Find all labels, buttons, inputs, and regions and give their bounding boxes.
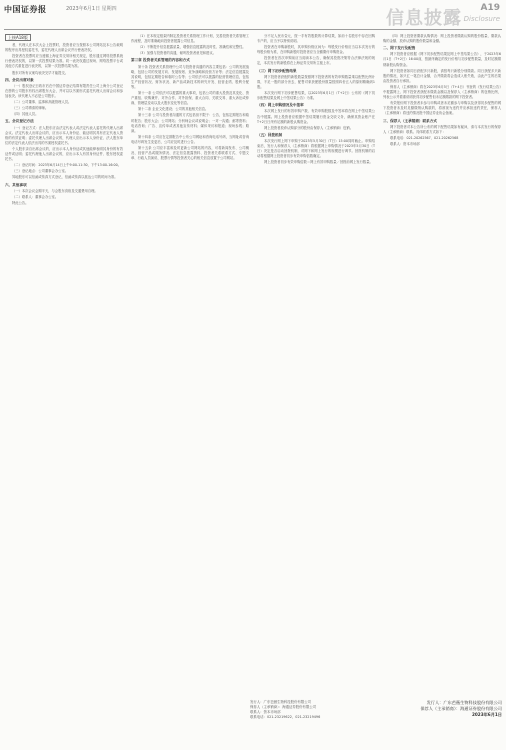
body-paragraph: 联系人：资本市场部 bbox=[390, 142, 420, 146]
section-heading: （四）网上申购情况及中签率 bbox=[257, 103, 304, 108]
body-paragraph: 网上投资者放弃认购部分的股份由保荐人（主承销商）包销。 bbox=[264, 125, 354, 130]
section-title: 信息披露 bbox=[386, 8, 462, 29]
body-paragraph: 有效报价网下投资者未参与申购或者未足额参与申购以及获得初步配售的网下投资者未及时足额缴纳认购款的，将被视为违约并应承担违约责任，保荐人（主承销商）将违约情况报中国证券业协会备案。 bbox=[383, 101, 501, 116]
section-heading: 第三章 投资者关系管理的内容和方式 bbox=[131, 58, 190, 63]
body-paragraph: 第十五条 公司应丰富和及时更新公司网站的内容，可将新闻发布、公司概况、经营产品或服务情况、法定信息披露资料、投资者关系联系方式、专题文章、行政人员演说、股票行情等投资者关心的相关信息放置于公司网站。 bbox=[131, 145, 249, 161]
section-heading: 二、网下发行及配售 bbox=[383, 46, 416, 51]
section-heading: （五）回拨机制 bbox=[257, 132, 283, 137]
contact-line: 联系电话：021-23219622、021-23219496 bbox=[250, 715, 321, 719]
body-paragraph: 者，代理人在本次大会上投票时，投资者应当按照本公司网站及本公告载明的程序出具授权委托书，委托代理人出席会议并行使表决权。 bbox=[5, 43, 123, 53]
body-paragraph: 第十一条 公司依法可以披露的重大事项，包括公司的重大投资及其变化、资产重组、收购兼并、对外合作、对外担保、重大合同、关联交易、重大诉讼或仲裁、管理层变动以及大股东变化等信息。 bbox=[131, 91, 249, 106]
body-paragraph: （一）登记方式：法人股东应由法定代表人或法定代表人委托的代理人出席会议。法定代表人出席会议的，应出示本人身份证、能证明其具有法定代表人资格的有效证明；委托代理人出席会议的，代理人应出示本人身份证、法人股东单位的法定代表人依法出具的书面授权委托书。 bbox=[5, 125, 123, 145]
body-paragraph: （四）其他人员。 bbox=[12, 112, 39, 117]
body-paragraph: 网上投资者初步有效申购倍数＝网上有效申购数量／回拨前网上发行数量。 bbox=[264, 160, 373, 165]
header-rule bbox=[4, 29, 502, 30]
page-header bbox=[0, 0, 506, 30]
section-heading: （三）网下初步配售结果 bbox=[257, 68, 297, 73]
sponsor-name: 保荐人（主承销商）：海通证券股份有限公司 bbox=[420, 706, 502, 711]
masthead: 中国证券报 bbox=[4, 4, 47, 14]
body-paragraph: 网下投资者获配的新股数量按照网下投资者的有效申购数量乘以配售比例计算，不足一股的部分舍去，配售对象获配股份数量按照四舍五入的原则精确到1股。 bbox=[257, 74, 375, 89]
body-paragraph: （三）公司聘请的律师。 bbox=[12, 106, 49, 111]
body-paragraph: （一）本次会议会期半天，与会股东食宿及交通费用自理。 bbox=[12, 188, 98, 193]
section-heading: 三、保荐人（主承销商）联系方式 bbox=[383, 118, 437, 123]
body-paragraph: 个人股东亲自出席会议的，应出示本人身份证或其他能够表明其身份的有效证件或证明；委托代理他人出席会议的，应出示本人有效身份证件、股东授权委托书。 bbox=[5, 147, 123, 162]
body-paragraph: （四）网上投资者缴款认购情况：网上投资者缴款认购的股份数量、缴款认购的金额、放弃认购的股份数量和金额。 bbox=[383, 34, 501, 44]
section-heading: 四、会议出席对象 bbox=[5, 77, 34, 82]
issue-date: 2023年6月1日 星期四 bbox=[66, 6, 117, 12]
contact-line: 发行人：广东芭薇生物科技股份有限公司 bbox=[250, 700, 312, 704]
body-paragraph: 本次网上发行的有效申购户数、有效申购股数及中签率将在网上中签结果公告中披露。网上投资者应根据中签结果履行资金交收义务，确保其资金账户在T+2日日终有足额的新股认购资金。 bbox=[257, 109, 375, 124]
body-paragraph: 第十三条 公司与投资者沟通的方式包括但不限于：公告，包括定期报告和临时报告；股东大会；公司网站；分析师会议或说明会；一对一沟通；邮寄资料；电话咨询；广告、宣传单或者其他宣传材料；媒体采访和报道；现场参观；路演。 bbox=[131, 113, 249, 133]
body-paragraph: （二）联系人：董事会办公室。 bbox=[12, 194, 59, 199]
body-paragraph: 联系电话：021-20262567、021-20262568 bbox=[390, 135, 459, 140]
body-paragraph: 投资者在投票时应当遵循上海证券交易所相关规定，股东通过网络投票系统行使表决权的，以第一次投票结果为准。同一表决权通过现场、网络投票平台或其他方式重复进行表决的，以第一次投票结果为准。 bbox=[5, 54, 123, 69]
body-paragraph: 投资者在申购新股时，其申购价格区间为：每股发行价格应当以本次发行的每股价格为准，在申购新股时投资者应当全额缴付申购资金。 bbox=[257, 45, 375, 55]
body-paragraph: （3）加强与投资者的沟通，倾听投资者意见和建议。 bbox=[138, 51, 216, 56]
body-paragraph: （三）登记地点：公司董事会办公室。 bbox=[12, 169, 69, 174]
section-heading: 五、会议登记方法 bbox=[5, 119, 34, 124]
signature-block bbox=[380, 700, 502, 718]
body-paragraph: （一）股权登记日收市后在中国证券登记结算有限责任公司上海分公司登记在册的公司股东有权出席股东大会，并可以以书面形式委托代理人出席会议和参加表决。该代理人不必是公司股东。 bbox=[5, 83, 123, 99]
body-paragraph: 网下投资者如同日获配多只新股，请按每只新股分别缴款。同日获配多只新股的情况，如只汇一笔总计金额，合并缴款将会造成入账失败，由此产生的后果由投资者自行承担。 bbox=[383, 68, 501, 83]
body-paragraph: 第十四条 公司应在定期报告中公布公司网址和咨询电话号码，当网址或咨询电话号码发生变更后，公司应及时进行公告。 bbox=[131, 134, 249, 144]
column-1 bbox=[5, 34, 123, 724]
article-columns bbox=[5, 34, 502, 724]
body-paragraph: （二）公司董事、监事和高级管理人员。 bbox=[12, 100, 72, 105]
body-paragraph: （二）登记时间：2023年6月14日上午9:00-11:30，下午13:00-16:00。 bbox=[12, 163, 122, 168]
body-paragraph: 股东对所有议案均表决完毕才能提交。 bbox=[12, 70, 69, 75]
continuation-tag: 上接A18版 bbox=[5, 34, 31, 41]
body-paragraph: （2）不断提升信息披露质量，增强信息披露的及时性、准确性和完整性。 bbox=[138, 45, 246, 50]
body-paragraph: 特此公告。 bbox=[12, 200, 29, 205]
announcement-date: 2023年6月1日 bbox=[471, 712, 502, 717]
body-paragraph: 本次发行网下初步配售结果，以2023年6月1日（T+2日）公布的《网下初步配售结果及网上中签结果公告》为准。 bbox=[257, 91, 375, 101]
body-paragraph: 保荐人（主承销商）将在2023年6月5日（T+4日）刊登的《发行结果公告》中披露网上、网下投资者获配未缴款金额以及保荐人（主承销商）的包销比例，列表公示并着重说明获得初步配售但未足额缴款的网下投资者。 bbox=[383, 84, 501, 100]
body-paragraph: 第十条 投资者关系管理中公司与投资者沟通的内容主要包括：公司的发展战略，包括公司的发展方向、发展规划、竞争战略和经营方针等；法定信息披露及其说明，包括定期报告和临时公告等；公司依法可以披露的经营管理信息，包括生产经营状况、财务状况、新产品或新技术的研究开发、经营业绩、股利分配等。 bbox=[131, 64, 249, 89]
page-number: A19 bbox=[480, 3, 500, 13]
body-paragraph: 投资者在首次申购前应当阅读本公告，确保其投资决策符合法律法规的规定，本次发行的新股将在上海证券交易所主板上市。 bbox=[257, 56, 375, 66]
contact-line: 保荐人（主承销商）：海通证券股份有限公司 bbox=[250, 705, 317, 709]
body-paragraph: 本次发行网上网下申购于2023年5月30日（T日）15:00同时截止。申购结束后，发行人和保荐人（主承销商）将根据网上申购情况于2023年5月30日（T日）决定是否启动回拨机制，对网下和网上发行的规模进行调节。回拨机制的启动将根据网上投资者初步有效申购倍数确定。 bbox=[257, 139, 375, 159]
column-3 bbox=[257, 34, 375, 724]
body-paragraph: 分不足人民币壹元，按一手有效股数的计算结果，如前十名股东中存在回购专户的，应当予以特别说明。 bbox=[257, 34, 375, 44]
body-paragraph: 异地股东可以信函或传真方式登记，信函或传真以抵达公司的时间为准。 bbox=[12, 175, 118, 180]
section-heading: 六、其他事项 bbox=[5, 182, 27, 187]
column-4 bbox=[383, 34, 501, 724]
issuer-name: 发行人：广东芭薇生物科技股份有限公司 bbox=[426, 700, 502, 705]
contact-line: 联系人：资本市场部 bbox=[250, 710, 281, 714]
section-title-en: Disclosure bbox=[463, 15, 500, 23]
body-paragraph: 网下投资者应根据《网下初步配售结果及网上中签结果公告》，于2023年6月1日（T+2日）16:00前，按最终确定的发行价格与初步配售数量，及时足额缴纳新股认购资金。 bbox=[383, 52, 501, 67]
body-paragraph: 网下投资者对本公告所公布的网下配售结果如有疑问，请与本次发行的保荐人（主承销商）联系。具体联系方式如下： bbox=[383, 124, 501, 134]
body-paragraph: 第十二条 企业文化建设；公司的其他相关信息。 bbox=[138, 107, 209, 112]
contact-block bbox=[250, 700, 370, 720]
body-paragraph: （1）在本规定框架内制定投资者关系管理工作计划，完善投资者关系管理工作流程，及时准确地向投资者披露公司信息。 bbox=[131, 34, 249, 44]
column-2 bbox=[131, 34, 249, 724]
